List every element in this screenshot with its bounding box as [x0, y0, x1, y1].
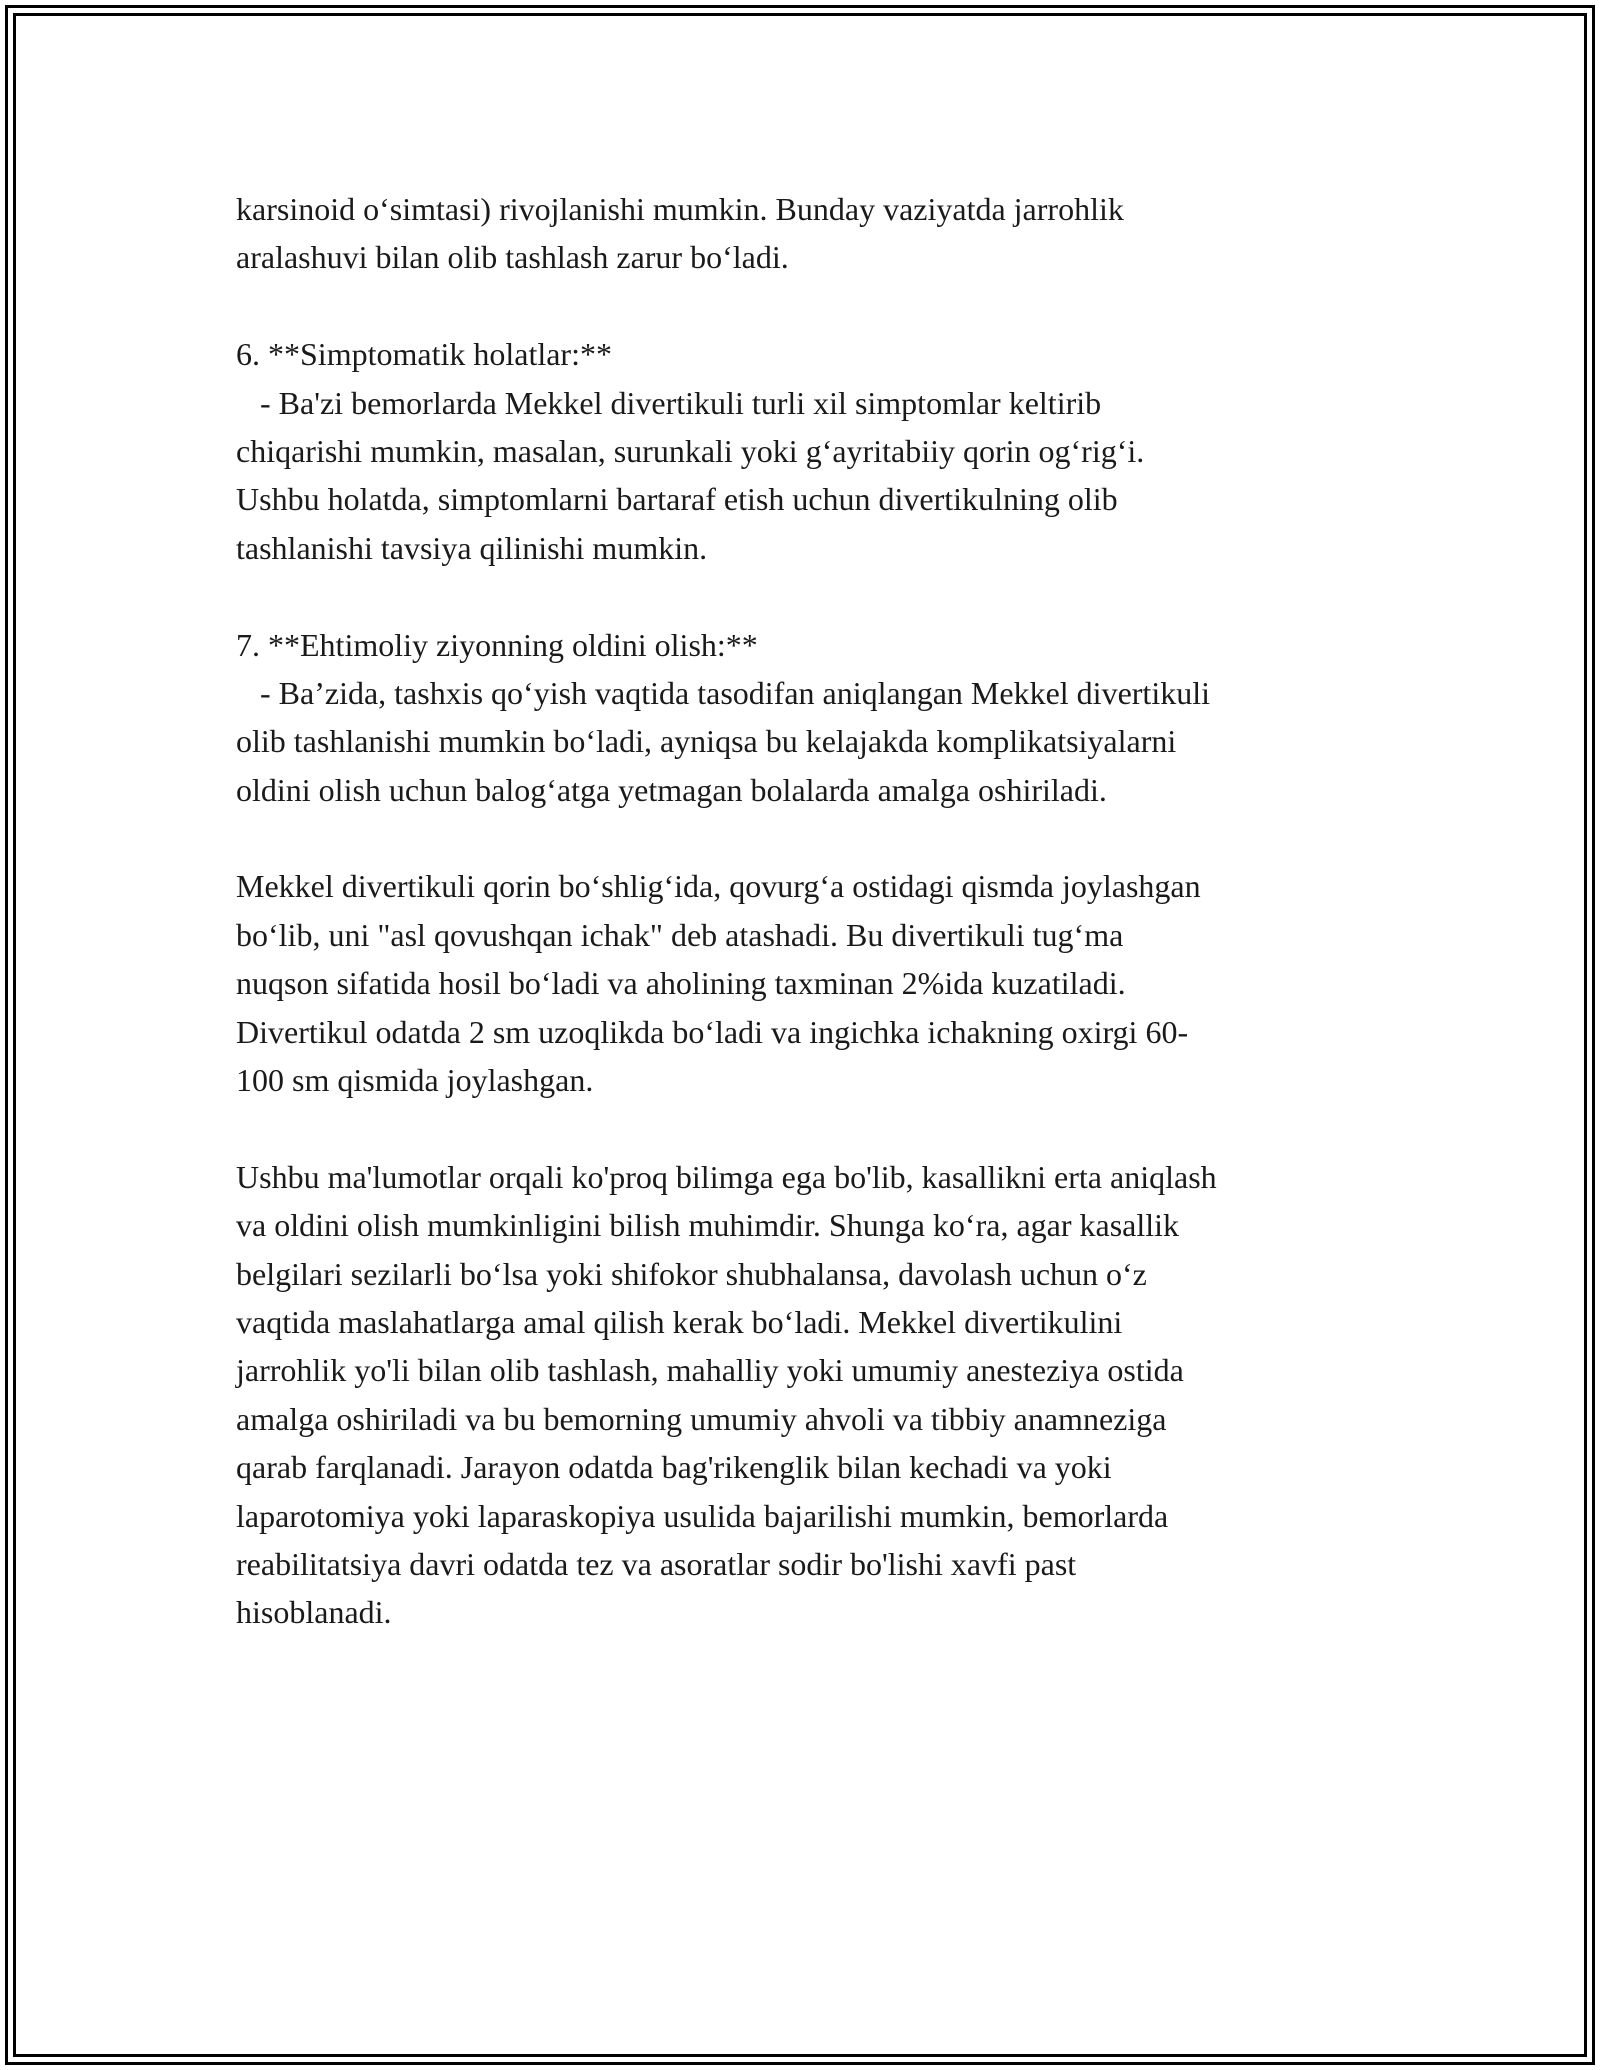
text-line: va oldini olish mumkinligini bilish muhimdir. Shunga ko‘ra, agar kasallik [236, 1207, 1180, 1244]
paragraph-conclusion [236, 1153, 1366, 1637]
text-line: bo‘lib, uni "asl qovushqan ichak" deb atashadi. Bu divertikuli tug‘ma [236, 916, 1124, 953]
text-line: vaqtida maslahatlarga amal qilish kerak bo‘ladi. Mekkel divertikulini [236, 1303, 1123, 1340]
text-line: nuqson sifatida hosil bo‘ladi va aholining taxminan 2%ida kuzatiladi. [236, 965, 1126, 1002]
text-line: aralashuvi bilan olib tashlash zarur bo‘ladi. [236, 239, 789, 276]
paragraph-intro [236, 185, 1366, 282]
text-line: belgilari sezilarli bo‘lsa yoki shifokor shubhalansa, davolash uchun o‘z [236, 1255, 1147, 1292]
text-line: Divertikul odatda 2 sm uzoqlikda bo‘ladi va ingichka ichakning oxirgi 60- [236, 1013, 1189, 1050]
text-line: reabilitatsiya davri odatda tez va asoratlar sodir bo'lishi xavfi past [236, 1545, 1077, 1582]
list-item-heading: 7. **Ehtimoliy ziyonning oldini olish:** [236, 626, 758, 663]
document-body [236, 185, 1366, 1637]
text-line: Ushbu holatda, simptomlarni bartaraf etish uchun divertikulning olib [236, 481, 1118, 518]
text-line: chiqarishi mumkin, masalan, surunkali yoki g‘ayritabiiy qorin og‘rig‘i. [236, 432, 1145, 469]
text-line: Mekkel divertikuli qorin bo‘shlig‘ida, qovurg‘a ostidagi qismda joylashgan [236, 868, 1201, 905]
list-item-7 [236, 621, 1366, 815]
text-line: amalga oshiriladi va bu bemorning umumiy ahvoli va tibbiy anamneziga [236, 1400, 1167, 1437]
paragraph-spacer [236, 282, 1366, 330]
text-line: hisoblanadi. [236, 1594, 392, 1631]
text-line: qarab farqlanadi. Jarayon odatda bag'rikenglik bilan kechadi va yoki [236, 1449, 1112, 1486]
paragraph-spacer [236, 1104, 1366, 1152]
list-item-6 [236, 330, 1366, 572]
text-line: jarrohlik yo'li bilan olib tashlash, mahalliy yoki umumiy anesteziya ostida [236, 1352, 1184, 1389]
text-line: oldini olish uchun balog‘atga yetmagan bolalarda amalga oshiriladi. [236, 771, 1107, 808]
paragraph-spacer [236, 572, 1366, 620]
text-line: - Ba’zida, tashxis qo‘yish vaqtida tasodifan aniqlangan Mekkel divertikuli [236, 674, 1210, 711]
text-line: Ushbu ma'lumotlar orqali ko'proq bilimga ega bo'lib, kasallikni erta aniqlash [236, 1158, 1217, 1195]
paragraph-spacer [236, 814, 1366, 862]
text-line: olib tashlanishi mumkin bo‘ladi, ayniqsa bu kelajakda komplikatsiyalarni [236, 723, 1177, 760]
text-line: tashlanishi tavsiya qilinishi mumkin. [236, 529, 708, 566]
list-item-heading: 6. **Simptomatik holatlar:** [236, 336, 612, 373]
text-line: - Ba'zi bemorlarda Mekkel divertikuli turli xil simptomlar keltirib [236, 384, 1102, 421]
text-line: 100 sm qismida joylashgan. [236, 1062, 594, 1099]
text-line: laparotomiya yoki laparaskopiya usulida bajarilishi mumkin, bemorlarda [236, 1497, 1169, 1534]
text-line: karsinoid o‘simtasi) rivojlanishi mumkin. Bunday vaziyatda jarrohlik [236, 191, 1124, 227]
paragraph-mekkel [236, 862, 1366, 1104]
